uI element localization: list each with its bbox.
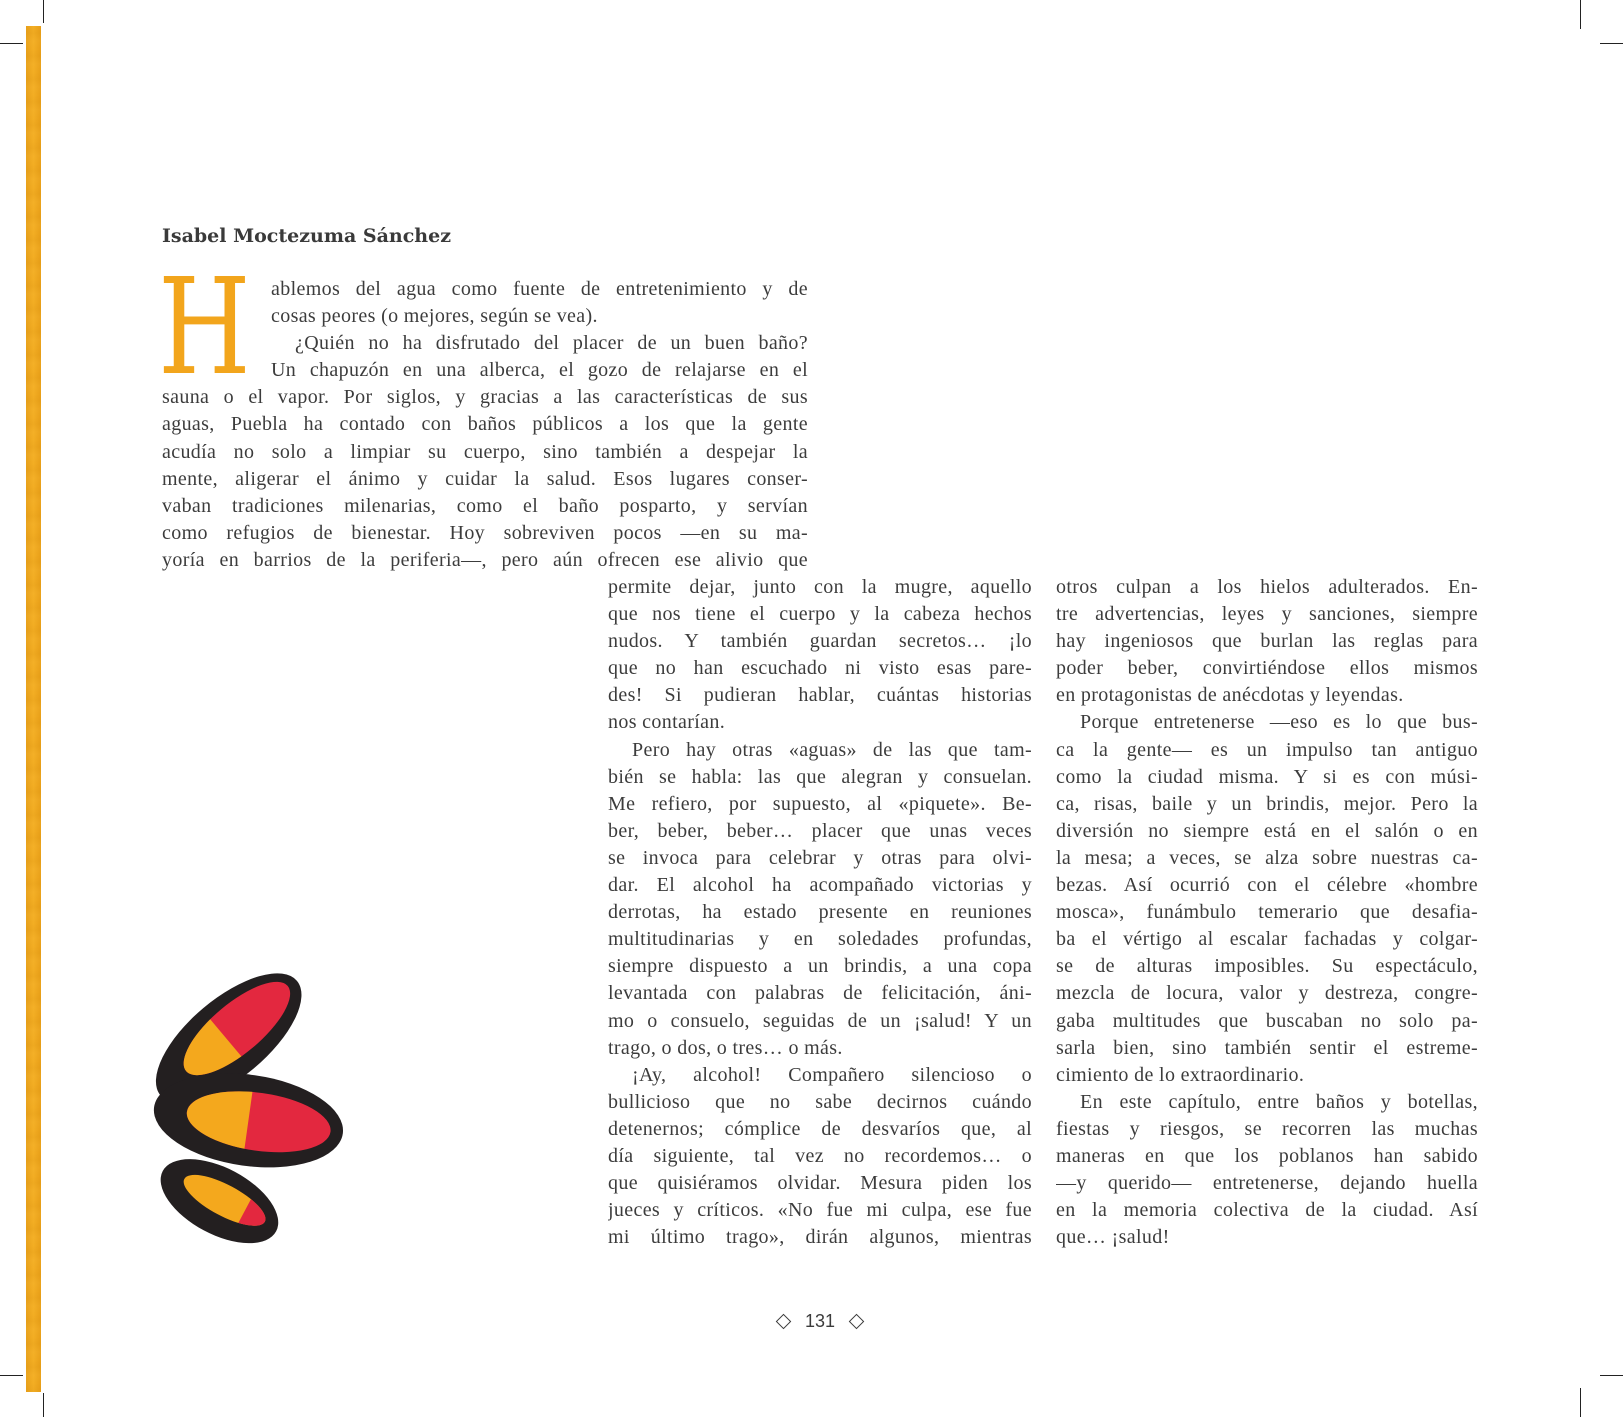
text-line: como la ciudad misma. Y si es con músi- <box>1056 765 1478 788</box>
text-line: bién se habla: las que alegran y consuelan. <box>608 765 1032 788</box>
text-line: permite dejar, junto con la mugre, aquello <box>608 576 1032 598</box>
text-line: mo o consuelo, seguidas de un ¡salud! Y un <box>608 1009 1032 1032</box>
text-line: mosca», funámbulo temerario que desafia- <box>1056 901 1478 924</box>
crop-mark <box>1600 1375 1623 1376</box>
text-line: fiestas y riesgos, se recorren las muchas <box>1056 1117 1478 1140</box>
text-line: ber, beber, beber… placer que unas veces <box>608 819 1032 842</box>
text-line: en protagonistas de anécdotas y leyendas. <box>1056 684 1404 707</box>
text-line: ca la gente— es un impulso tan antiguo <box>1056 738 1478 761</box>
text-line: como refugios de bienestar. Hoy sobreviven pocos —en su ma- <box>162 521 808 544</box>
text-line: que nos tiene el cuerpo y la cabeza hechos <box>608 603 1032 626</box>
text-line: que no han escuchado ni visto esas pare- <box>608 657 1032 680</box>
text-line: nudos. Y también guardan secretos… ¡lo <box>608 630 1032 653</box>
crop-mark <box>1580 1388 1581 1417</box>
text-line: derrotas, ha estado presente en reuniones <box>608 901 1032 924</box>
text-line: tre advertencias, leyes y sanciones, siempre <box>1056 603 1478 626</box>
crop-mark <box>0 1375 23 1376</box>
text-line: la mesa; a veces, se alza sobre nuestras ca- <box>1056 846 1478 869</box>
text-line: cosas peores (o mejores, según se vea). <box>271 305 598 328</box>
text-line: nos contarían. <box>608 711 726 734</box>
petal-illustration <box>150 965 350 1255</box>
crop-mark <box>1580 0 1581 29</box>
text-line: bezas. Así ocurrió con el célebre «hombre <box>1056 874 1478 897</box>
text-line: aguas, Puebla ha contado con baños públicos a los que la gente <box>162 413 808 436</box>
text-line: jueces y críticos. «No fue mi culpa, ese fue <box>608 1199 1032 1222</box>
text-line: maneras en que los poblanos han sabido <box>1056 1144 1478 1167</box>
text-line: se de alturas imposibles. Su espectáculo, <box>1056 955 1478 978</box>
text-line: ca, risas, baile y un brindis, mejor. Pero la <box>1056 792 1478 815</box>
crop-mark <box>43 0 44 23</box>
text-line: dar. El alcohol ha acompañado victorias y <box>608 874 1032 897</box>
text-line: siempre dispuesto a un brindis, a una copa <box>608 955 1032 978</box>
text-line: —y querido— entretenerse, dejando huella <box>1056 1172 1478 1195</box>
text-line: mente, aligerar el ánimo y cuidar la salud. Esos lugares conser- <box>162 467 808 490</box>
text-line: multitudinarias y en soledades profundas, <box>608 928 1032 951</box>
drop-cap: H <box>158 251 251 405</box>
text-line: Me refiero, por supuesto, al «piquete». Be- <box>608 792 1032 815</box>
text-line: hay ingeniosos que burlan las reglas para <box>1056 630 1478 653</box>
text-line: gaba multitudes que buscaban no solo pa- <box>1056 1009 1478 1032</box>
page-footer <box>760 1310 880 1332</box>
text-column-1 <box>162 276 808 574</box>
crop-mark <box>0 43 23 44</box>
diamond-icon <box>849 1313 865 1329</box>
text-line: Un chapuzón en una alberca, el gozo de relajarse en el <box>271 359 808 382</box>
author-name: Isabel Moctezuma Sánchez <box>162 225 451 247</box>
text-line: yoría en barrios de la periferia—, pero aún ofrecen ese alivio que <box>162 548 808 571</box>
text-line: levantada con palabras de felicitación, áni- <box>608 982 1032 1005</box>
text-line: que quisiéramos olvidar. Mesura piden los <box>608 1172 1032 1195</box>
text-line: acudía no solo a limpiar su cuerpo, sino también a despejar la <box>162 440 808 463</box>
text-line: cimiento de lo extraordinario. <box>1056 1063 1305 1086</box>
crop-mark <box>43 1393 44 1417</box>
page-number: 131 <box>804 1311 836 1331</box>
text-line: diversión no siempre está en el salón o en <box>1056 819 1478 842</box>
diamond-icon <box>776 1313 792 1329</box>
text-line: ¿Quién no ha disfrutado del placer de un buen baño? <box>295 332 808 355</box>
text-line: día siguiente, tal vez no recordemos… o <box>608 1144 1032 1167</box>
text-line: Porque entretenerse —eso es lo que bus- <box>1080 711 1478 734</box>
text-column-2 <box>608 574 1032 1251</box>
text-line: ablemos del agua como fuente de entretenimiento y de <box>271 278 808 300</box>
text-line: trago, o dos, o tres… o más. <box>608 1036 843 1059</box>
text-line: poder beber, convirtiéndose ellos mismos <box>1056 657 1478 680</box>
text-line: ¡Ay, alcohol! Compañero silencioso o <box>632 1063 1032 1086</box>
text-line: sarla bien, sino también sentir el estreme- <box>1056 1036 1478 1059</box>
text-line: En este capítulo, entre baños y botellas, <box>1080 1090 1478 1113</box>
text-line: mi último trago», dirán algunos, mientras <box>608 1226 1032 1249</box>
text-line: des! Si pudieran hablar, cuántas historias <box>608 684 1032 707</box>
crop-mark <box>1600 43 1623 44</box>
text-line: mezcla de locura, valor y destreza, congre- <box>1056 982 1478 1005</box>
text-line: detenernos; cómplice de desvaríos que, al <box>608 1117 1032 1140</box>
text-column-3 <box>1056 574 1478 1251</box>
text-line: sauna o el vapor. Por siglos, y gracias a las características de sus <box>162 386 808 409</box>
text-line: bullicioso que no sabe decirnos cuándo <box>608 1090 1032 1113</box>
text-line: ba el vértigo al escalar fachadas y colgar- <box>1056 928 1478 951</box>
text-line: se invoca para celebrar y otras para olvi- <box>608 846 1032 869</box>
text-line: Pero hay otras «aguas» de las que tam- <box>632 738 1032 761</box>
text-line: que… ¡salud! <box>1056 1226 1170 1249</box>
text-line: otros culpan a los hielos adulterados. En- <box>1056 576 1478 598</box>
text-line: en la memoria colectiva de la ciudad. Así <box>1056 1199 1478 1222</box>
text-line: vaban tradiciones milenarias, como el baño posparto, y servían <box>162 494 808 517</box>
edge-stripe <box>26 26 41 1392</box>
